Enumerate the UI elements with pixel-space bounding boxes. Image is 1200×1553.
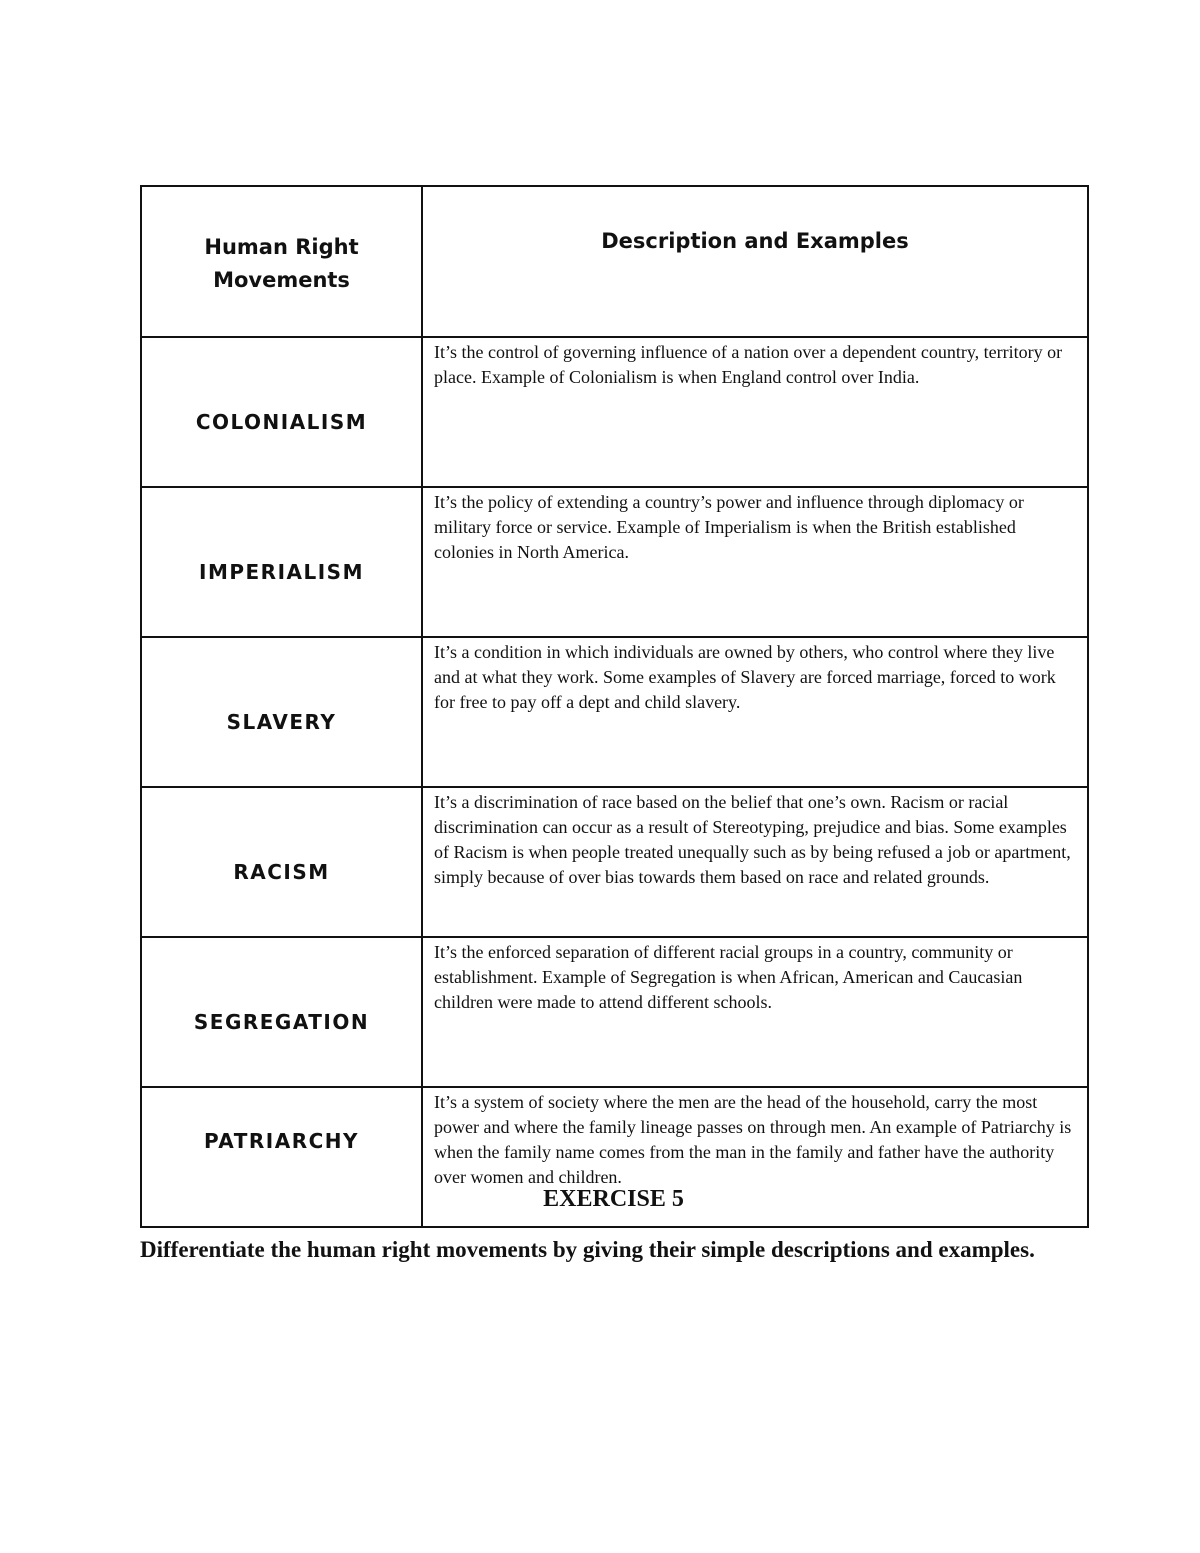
- exercise-title: EXERCISE 5: [543, 1186, 684, 1212]
- term-cell: [141, 637, 422, 787]
- header-description-label: Description and Examples: [601, 229, 909, 253]
- header-description-cell: [422, 186, 1088, 337]
- description-slavery: It’s a condition in which individuals are owned by others, who control where they live and at what they work. Some examples of Slavery are forced marriage, forced to work for free to pay off a dept and child slavery.: [422, 637, 1088, 787]
- term-slavery: SLAVERY: [226, 710, 337, 734]
- description-patriarchy: It’s a system of society where the men are the head of the household, carry the most power and where the family lineage passes on through men. An example of Patriarchy is when the family name comes from the man in the family and father have the authority over women and children.: [422, 1087, 1088, 1227]
- term-imperialism: IMPERIALISM: [199, 560, 364, 584]
- header-term-line2: Movements: [213, 267, 350, 292]
- term-colonialism: COLONIALISM: [195, 410, 368, 434]
- term-cell: [141, 787, 422, 937]
- table-row: [141, 787, 1088, 937]
- description-colonialism: It’s the control of governing influence of a nation over a dependent country, territory or place. Example of Colonialism is when England control over India.: [422, 337, 1088, 487]
- description-segregation: It’s the enforced separation of different racial groups in a country, community or establishment. Example of Segregation is when African, American and Caucasian children were made to attend different schools.: [422, 937, 1088, 1087]
- table-row: [141, 337, 1088, 487]
- description-racism: It’s a discrimination of race based on the belief that one’s own. Racism or racial discrimination can occur as a result of Stereotyping, prejudice and bias. Some examples of Racism is when people treated unequally such as by being refused a job or apartment, simply because of over bias towards them based on race and related grounds.: [422, 787, 1088, 937]
- term-cell: [141, 337, 422, 487]
- table-row: [141, 637, 1088, 787]
- term-segregation: SEGREGATION: [193, 1010, 370, 1034]
- term-racism: RACISM: [233, 860, 330, 884]
- term-cell: [141, 487, 422, 637]
- exercise-instruction: Differentiate the human right movements by giving their simple descriptions and examples.: [140, 1237, 1035, 1262]
- table-header-row: [141, 186, 1088, 337]
- term-cell: [141, 937, 422, 1087]
- header-term-line1: Human Right: [204, 234, 359, 259]
- table-row: [141, 937, 1088, 1087]
- term-patriarchy: PATRIARCHY: [203, 1129, 359, 1153]
- description-imperialism: It’s the policy of extending a country’s power and influence through diplomacy or military force or service. Example of Imperialism is when the British established colonies in North America.: [422, 487, 1088, 637]
- movements-table: [140, 185, 1089, 1228]
- table-row: [141, 487, 1088, 637]
- header-term-cell: [141, 186, 422, 337]
